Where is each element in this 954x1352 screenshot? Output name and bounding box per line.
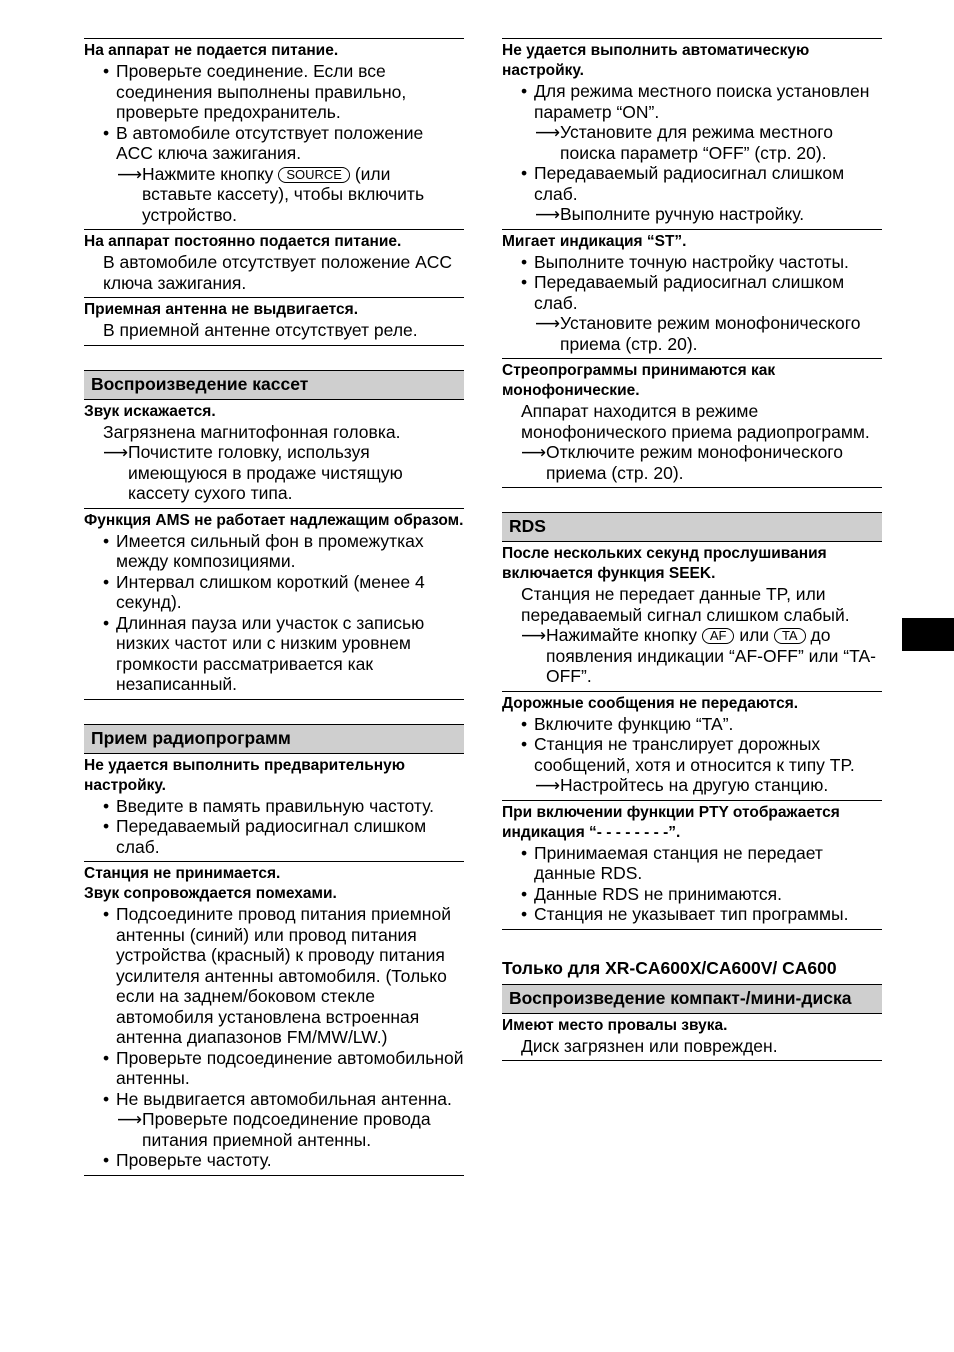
action-text: Нажмите кнопку <box>142 163 274 184</box>
question: Не удается выполнить предварительную настройку. <box>84 756 405 794</box>
question: После нескольких секунд прослушивания включается функция SEEK. <box>502 545 827 582</box>
action-item <box>84 164 464 226</box>
entry-no-power <box>84 38 464 229</box>
bullet-item: • Длинная пауза или участок с записью низких частот или с низким уровнем громкости рассматривается как незаписанный. <box>84 613 464 695</box>
bullet-item: • Передаваемый радиосигнал слишком слаб. <box>84 816 464 857</box>
source-button-label: SOURCE <box>278 167 350 183</box>
question: Имеют место провалы звука. <box>502 1016 728 1034</box>
arrow-icon: ⟶ <box>521 625 547 645</box>
question: При включении функции PTY отображается индикация “- - - - - - - -”. <box>502 803 840 841</box>
bullet-item: • Передаваемый радиосигнал слишком слаб. <box>502 272 882 313</box>
section-heading-rds: RDS <box>502 512 882 542</box>
action-text: или <box>739 625 770 645</box>
bullet-item: • Проверьте соединение. Если все соединения выполнены правильно, проверьте предохранитель. <box>84 61 464 123</box>
bullet-item: • Станция не указывает тип программы. <box>502 904 882 925</box>
section-heading-cd: Воспроизведение компакт-/мини-диска <box>502 984 882 1014</box>
action-item <box>502 313 882 354</box>
entry-sound-skips <box>502 1014 882 1062</box>
entry-stereo-mono <box>502 358 882 488</box>
action-item <box>84 1109 464 1150</box>
bullet-item: • Проверьте подсоединение автомобильной антенны. <box>84 1048 464 1089</box>
bullet-item: • Проверьте частоту. <box>84 1150 464 1171</box>
bullet-item: • Не выдвигается автомобильная антенна. <box>84 1089 464 1110</box>
bullet-item: • Данные RDS не принимаются. <box>502 884 882 905</box>
question: Станция не принимается. <box>84 865 281 882</box>
answer-text: Диск загрязнен или поврежден. <box>521 1035 778 1056</box>
entry-preset <box>84 754 464 862</box>
right-column <box>502 38 882 1061</box>
bullet-item: • Включите функцию “TA”. <box>502 714 882 735</box>
action-text: Выполните ручную настройку. <box>560 204 805 224</box>
arrow-icon: ⟶ <box>117 163 143 184</box>
af-button-label: AF <box>702 628 735 644</box>
entry-autotune <box>502 38 882 229</box>
answer-text: В приемной антенне отсутствует реле. <box>103 320 418 340</box>
page-tab-marker <box>902 618 954 651</box>
entry-no-station <box>84 861 464 1176</box>
action-item <box>502 122 882 163</box>
answer-text: Станция не передает данные TP, или передаваемый сигнал слишком слабый. <box>521 584 850 625</box>
action-item <box>502 442 882 483</box>
ta-button-label: TA <box>774 628 806 644</box>
bullet-item: • Имеется сильный фон в промежутках между композициями. <box>84 531 464 572</box>
bullet-item: • Подсоедините провод питания приемной антенны (синий) или провод питания устройства (красный) к проводу питания усилителя антенны автомобиля. (Только если на заднем/боковом стекле автомобиля установлена встроенная антенна диапазонов FM/MW/LW.) <box>84 904 464 1048</box>
action-item <box>502 775 882 796</box>
action-text: Настройтесь на другую станцию. <box>560 775 829 795</box>
action-text: Проверьте подсоединение провода питания приемной антенны. <box>142 1109 431 1150</box>
action-item <box>502 204 882 225</box>
action-text: Установите режим монофонического приема (стр. 20). <box>560 313 861 354</box>
question: Дорожные сообщения не передаются. <box>502 694 799 712</box>
question: Функция AMS не работает надлежащим образом. <box>84 511 464 529</box>
action-text: (или вставьте кассету), чтобы включить устройство. <box>142 163 425 225</box>
question: На аппарат не подается питание. <box>84 42 339 59</box>
action-text: Установите для режима местного поиска параметр “OFF” (стр. 20). <box>560 122 833 163</box>
answer-text: В автомобиле отсутствует положение ACC ключа зажигания. <box>103 252 453 293</box>
entry-antenna <box>84 297 464 346</box>
arrow-icon: ⟶ <box>535 122 561 142</box>
bullet-item: • Выполните точную настройку частоты. <box>502 252 882 273</box>
arrow-icon: ⟶ <box>535 313 561 333</box>
question: Звук искажается. <box>84 402 216 420</box>
entry-ams <box>84 508 464 700</box>
answer-text: Загрязнена магнитофонная головка. <box>103 421 401 442</box>
action-text: Отключите режим монофонического приема (стр. 20). <box>546 442 844 483</box>
section-heading-radio: Прием радиопрограмм <box>84 724 464 754</box>
entry-st <box>502 229 882 359</box>
question: Приемная антенна не выдвигается. <box>84 301 358 318</box>
bullet-item: • Принимаемая станция не передает данные RDS. <box>502 843 882 884</box>
arrow-icon: ⟶ <box>521 442 547 462</box>
entry-power-always <box>84 229 464 297</box>
arrow-icon: ⟶ <box>535 204 561 224</box>
bullet-item: • Введите в память правильную частоту. <box>84 796 464 817</box>
entry-seek <box>502 542 882 691</box>
action-text: Нажимайте кнопку <box>546 625 697 645</box>
answer-text: Аппарат находится в режиме монофонического приема радиопрограмм. <box>521 401 870 442</box>
question: Не удается выполнить автоматическую настройку. <box>502 42 810 79</box>
entry-traffic <box>502 691 882 800</box>
arrow-icon: ⟶ <box>535 775 561 795</box>
arrow-icon: ⟶ <box>117 1109 143 1129</box>
left-column <box>84 38 464 1176</box>
question: Мигает индикация “ST”. <box>502 232 687 250</box>
action-item <box>84 442 464 504</box>
entry-distortion <box>84 400 464 508</box>
model-note-heading: Только для XR-CA600X/CA600V/ CA600 <box>502 957 837 978</box>
bullet-item: • Станция не транслирует дорожных сообщений, хотя и относится к типу TP. <box>502 734 882 775</box>
bullet-item: • Интервал слишком короткий (менее 4 секунд). <box>84 572 464 613</box>
section-heading-tape: Воспроизведение кассет <box>84 370 464 400</box>
question: Звук сопровождается помехами. <box>84 885 337 902</box>
bullet-item: • Передаваемый радиосигнал слишком слаб. <box>502 163 882 204</box>
question: Стреопрограммы принимаются как монофонические. <box>502 362 776 399</box>
action-text: Почистите головку, используя имеющуюся в продаже чистящую кассету сухого типа. <box>128 442 403 503</box>
action-item <box>502 625 882 687</box>
arrow-icon: ⟶ <box>103 442 129 462</box>
question: На аппарат постоянно подается питание. <box>84 233 402 250</box>
entry-pty <box>502 800 882 930</box>
action-text: до появления индикации “AF-OFF” или “TA-OFF”. <box>546 625 876 686</box>
bullet-item: • Для режима местного поиска установлен параметр “ON”. <box>502 81 882 122</box>
bullet-item: • В автомобиле отсутствует положение ACC ключа зажигания. <box>84 123 464 164</box>
